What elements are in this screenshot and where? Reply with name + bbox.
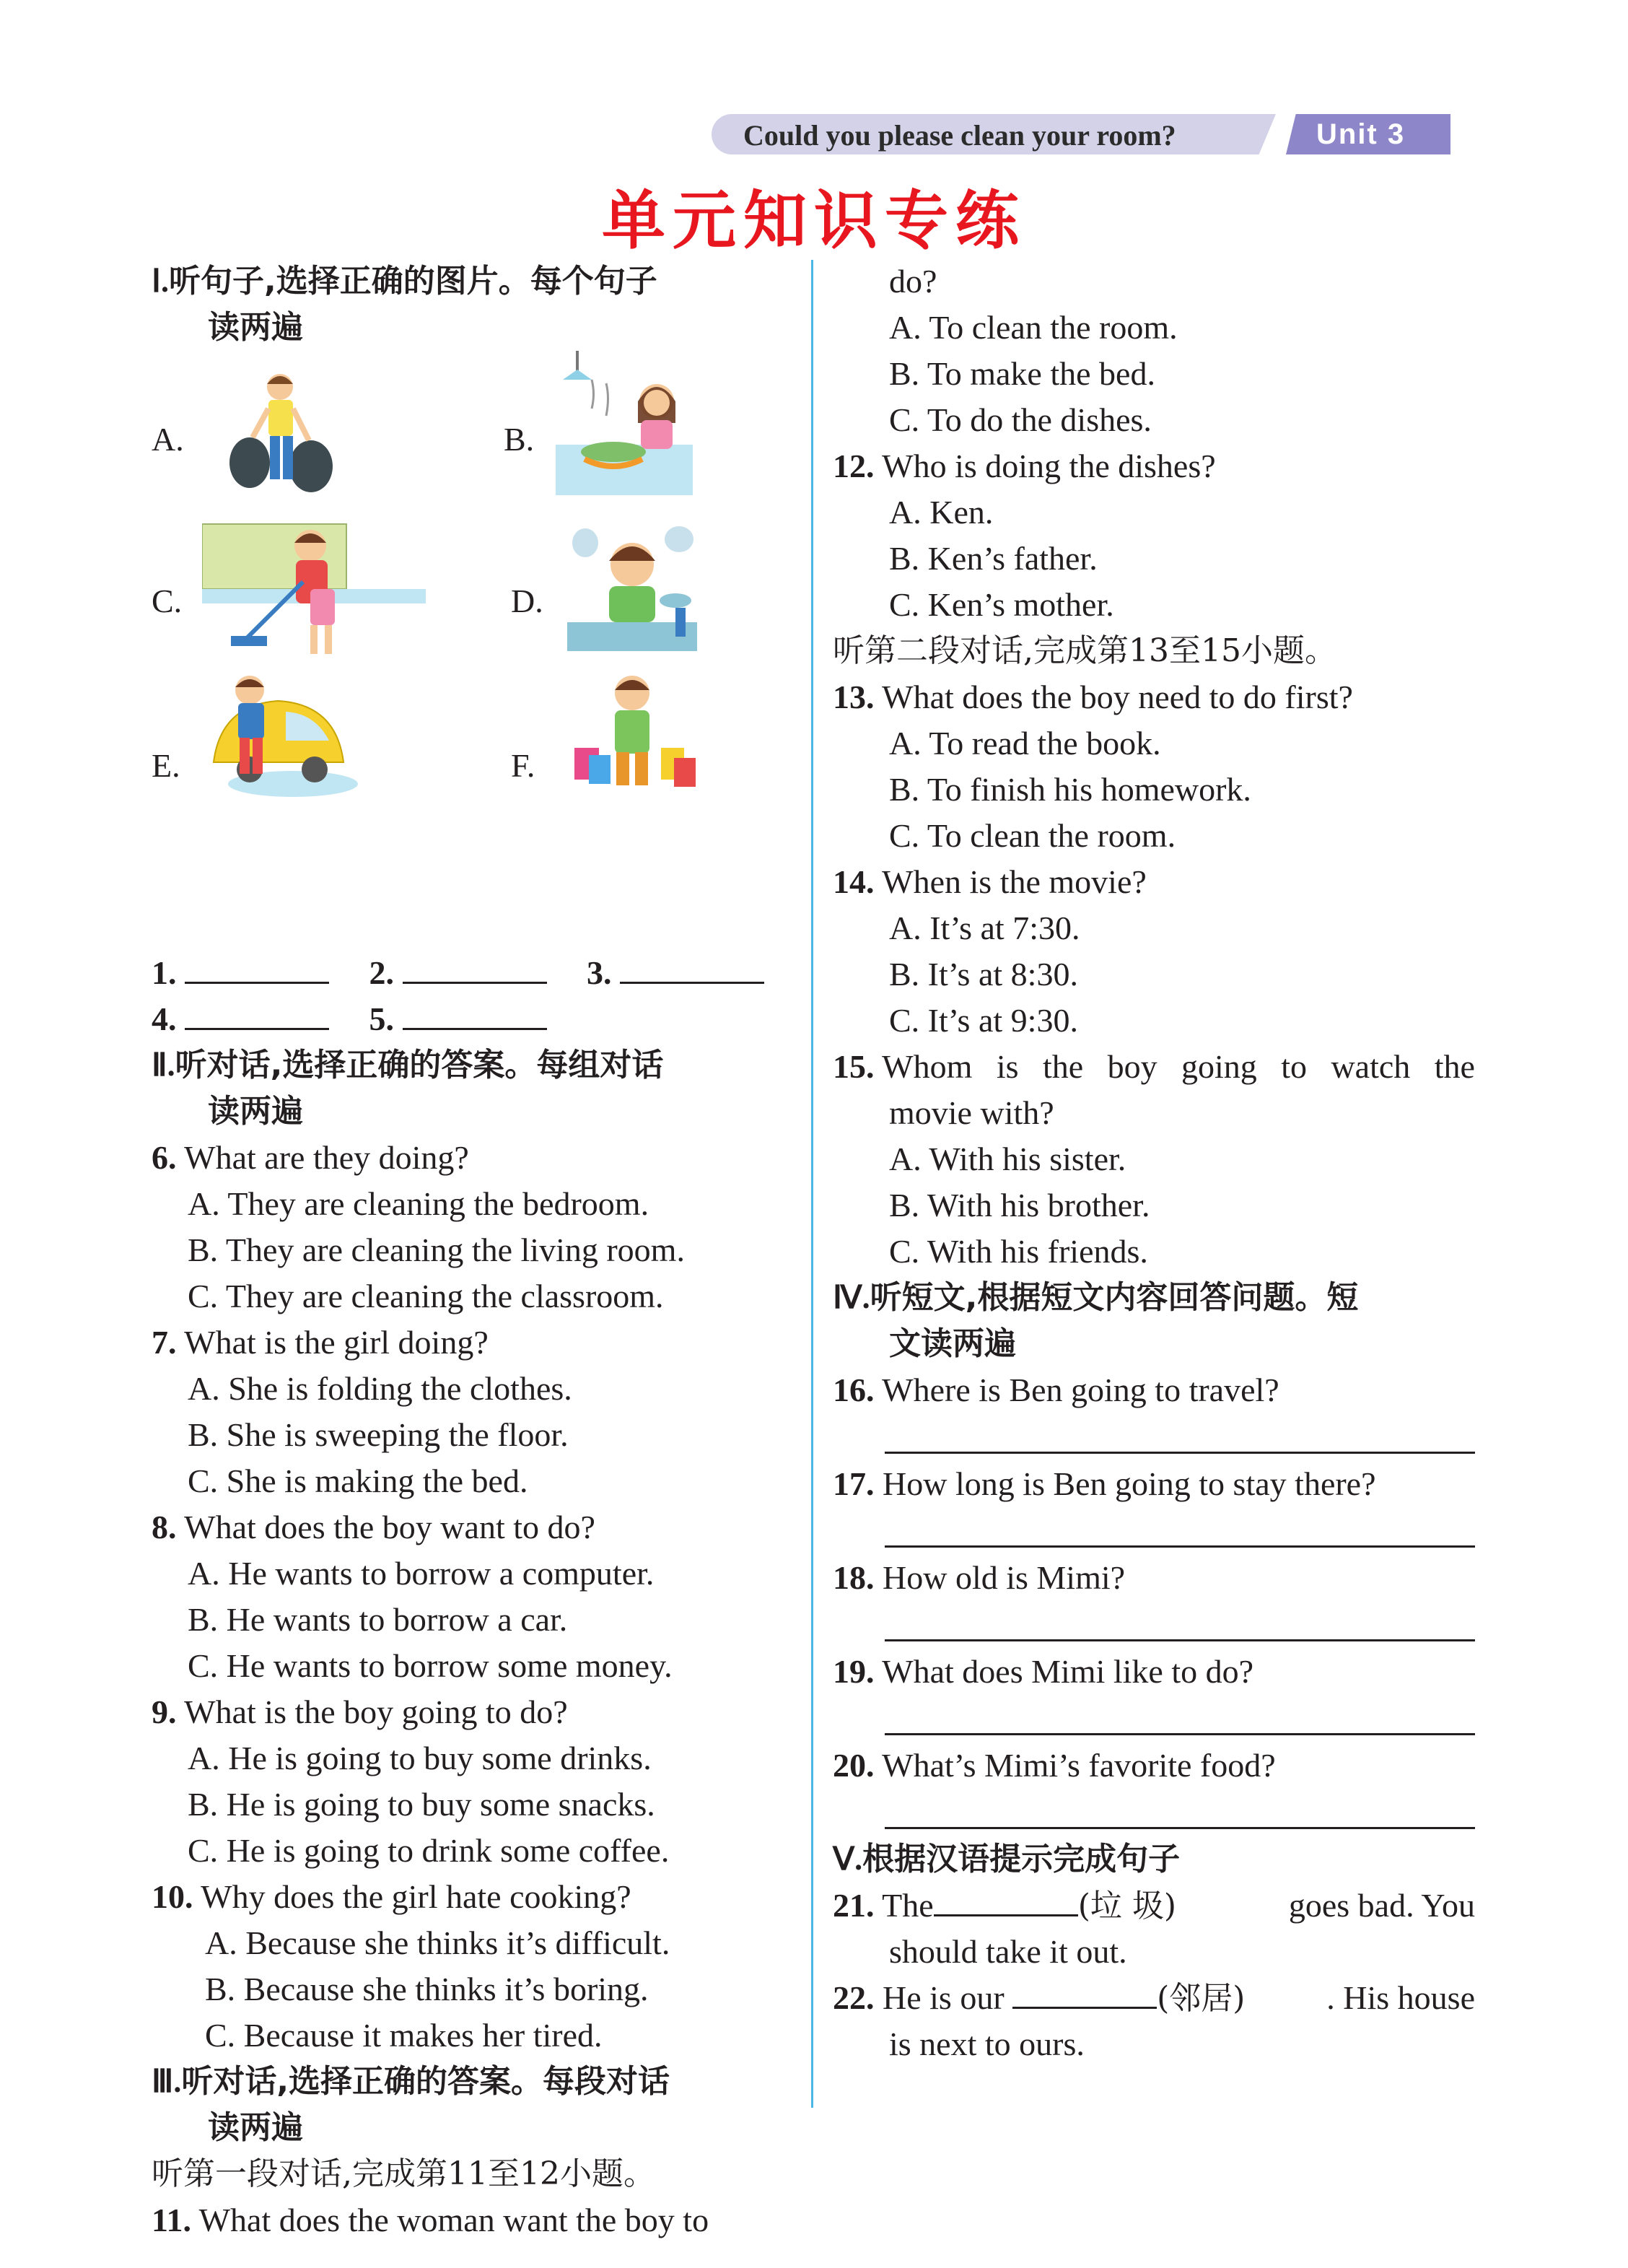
question-13: 13. What does the boy need to do first? — [833, 679, 1353, 715]
answer-blank-2[interactable] — [403, 953, 547, 984]
boy-shopping-bags-picture — [560, 668, 704, 806]
answer-blank-21[interactable] — [934, 1885, 1078, 1916]
question-16: 16. Where is Ben going to travel? — [833, 1371, 1279, 1408]
q15-option-c[interactable]: C. With his friends. — [889, 1233, 1148, 1270]
q6-option-a[interactable]: A. They are cleaning the bedroom. — [188, 1185, 649, 1222]
q7-option-a[interactable]: A. She is folding the clothes. — [188, 1370, 572, 1407]
pic-label-d: D. — [511, 583, 543, 619]
section-1-heading: Ⅰ.听句子,选择正确的图片。每个句子 — [152, 263, 657, 300]
question-7: 7. What is the girl doing? — [152, 1324, 489, 1361]
answer-line-16[interactable] — [833, 1413, 1475, 1461]
girl-cooking-picture — [556, 351, 693, 495]
answer-blank-1[interactable] — [185, 953, 329, 984]
dialogue-2-intro: 听第二段对话,完成第13至15小题。 — [833, 632, 1336, 669]
section-4-heading: Ⅳ.听短文,根据短文内容回答问题。短 — [833, 1279, 1359, 1316]
boy-garbage-bags-picture — [221, 365, 336, 495]
question-15: 15. Whom is the boy going to watch the — [833, 1048, 1475, 1085]
q11-option-b[interactable]: B. To make the bed. — [889, 355, 1155, 392]
question-6: 6. What are they doing? — [152, 1139, 469, 1176]
answer-line-18[interactable] — [833, 1601, 1475, 1649]
page-title: 单元知识专练 — [601, 183, 1026, 258]
answer-line-19[interactable] — [833, 1695, 1475, 1743]
header-title: Could you please clean your room? — [743, 119, 1176, 152]
answer-blank-5[interactable] — [403, 999, 547, 1030]
answer-blank-3[interactable] — [620, 953, 764, 984]
q12-option-a[interactable]: A. Ken. — [889, 494, 994, 531]
q11-option-c[interactable]: C. To do the dishes. — [889, 401, 1152, 438]
question-15-cont: movie with? — [889, 1094, 1054, 1131]
question-20: 20. What’s Mimi’s favorite food? — [833, 1747, 1276, 1784]
page-header — [712, 114, 1471, 154]
q6-option-c[interactable]: C. They are cleaning the classroom. — [188, 1278, 664, 1314]
boy-washing-car-picture — [199, 668, 358, 798]
answer-blanks-row-1: 1. 2. 3. — [152, 950, 794, 996]
answer-blank-4[interactable] — [185, 999, 329, 1030]
picture-options — [152, 351, 794, 950]
section-3-heading: Ⅲ.听对话,选择正确的答案。每段对话 — [152, 2063, 670, 2100]
q9-option-b[interactable]: B. He is going to buy some snacks. — [188, 1786, 655, 1823]
question-8: 8. What does the boy want to do? — [152, 1509, 595, 1545]
answer-blank-22[interactable] — [1012, 1978, 1157, 2009]
q8-option-c[interactable]: C. He wants to borrow some money. — [188, 1647, 673, 1684]
q12-option-b[interactable]: B. Ken’s father. — [889, 540, 1098, 577]
answer-line-20[interactable] — [833, 1789, 1475, 1836]
right-column — [833, 258, 1475, 2067]
q7-option-b[interactable]: B. She is sweeping the floor. — [188, 1416, 569, 1453]
section-5-heading: Ⅴ.根据汉语提示完成句子 — [833, 1841, 1181, 1877]
q13-option-b[interactable]: B. To finish his homework. — [889, 771, 1251, 808]
q8-option-a[interactable]: A. He wants to borrow a computer. — [188, 1555, 655, 1592]
question-19: 19. What does Mimi like to do? — [833, 1653, 1254, 1690]
question-12: 12. Who is doing the dishes? — [833, 448, 1216, 484]
question-18: 18. How old is Mimi? — [833, 1559, 1126, 1596]
question-17: 17. How long is Ben going to stay there? — [833, 1465, 1376, 1502]
answer-blanks-row-2: 4. 5. — [152, 996, 794, 1042]
q10-option-a[interactable]: A. Because she thinks it’s difficult. — [205, 1924, 670, 1961]
q10-option-c[interactable]: C. Because it makes her tired. — [205, 2017, 603, 2054]
question-21-cont: should take it out. — [889, 1933, 1127, 1970]
question-9: 9. What is the boy going to do? — [152, 1693, 568, 1730]
section-2-heading-cont: 读两遍 — [208, 1093, 303, 1130]
q8-option-b[interactable]: B. He wants to borrow a car. — [188, 1601, 568, 1638]
pic-label-c: C. — [152, 583, 183, 619]
column-divider — [811, 260, 813, 2108]
pic-label-e: E. — [152, 747, 180, 784]
section-3-heading-cont: 读两遍 — [208, 2109, 303, 2146]
left-column — [152, 258, 794, 2243]
section-4-heading-cont: 文读两遍 — [889, 1325, 1016, 1362]
section-2-heading: Ⅱ.听对话,选择正确的答案。每组对话 — [152, 1047, 664, 1083]
woman-mopping-picture — [202, 517, 426, 661]
q14-option-b[interactable]: B. It’s at 8:30. — [889, 956, 1078, 993]
q12-option-c[interactable]: C. Ken’s mother. — [889, 586, 1114, 623]
q7-option-c[interactable]: C. She is making the bed. — [188, 1462, 528, 1499]
unit-label: Unit 3 — [1316, 118, 1406, 150]
question-11-cont: do? — [889, 263, 937, 300]
dialogue-1-intro: 听第一段对话,完成第11至12小题。 — [152, 2155, 655, 2192]
question-22: 22. He is our (邻居) . His house — [833, 1979, 1475, 2017]
question-21: 21. The (垃 圾) goes bad. You — [833, 1887, 1475, 1924]
q14-option-c[interactable]: C. It’s at 9:30. — [889, 1002, 1078, 1039]
q13-option-c[interactable]: C. To clean the room. — [889, 817, 1176, 854]
q14-option-a[interactable]: A. It’s at 7:30. — [889, 910, 1080, 946]
q9-option-c[interactable]: C. He is going to drink some coffee. — [188, 1832, 670, 1869]
q9-option-a[interactable]: A. He is going to buy some drinks. — [188, 1740, 652, 1776]
question-22-cont: is next to ours. — [889, 2025, 1085, 2062]
q13-option-a[interactable]: A. To read the book. — [889, 725, 1161, 762]
section-1-heading-cont: 读两遍 — [208, 309, 303, 346]
q10-option-b[interactable]: B. Because she thinks it’s boring. — [205, 1971, 649, 2007]
q11-option-a[interactable]: A. To clean the room. — [889, 309, 1178, 346]
question-14: 14. When is the movie? — [833, 863, 1147, 900]
q15-option-b[interactable]: B. With his brother. — [889, 1187, 1150, 1224]
question-11: 11. What does the woman want the boy to — [152, 2202, 709, 2238]
question-10: 10. Why does the girl hate cooking? — [152, 1878, 631, 1915]
answer-line-17[interactable] — [833, 1507, 1475, 1555]
girl-washing-dishes-picture — [567, 521, 697, 651]
pic-label-b: B. — [504, 421, 535, 458]
pic-label-a: A. — [152, 421, 184, 458]
pic-label-f: F. — [511, 747, 535, 784]
q15-option-a[interactable]: A. With his sister. — [889, 1140, 1126, 1177]
q6-option-b[interactable]: B. They are cleaning the living room. — [188, 1231, 685, 1268]
